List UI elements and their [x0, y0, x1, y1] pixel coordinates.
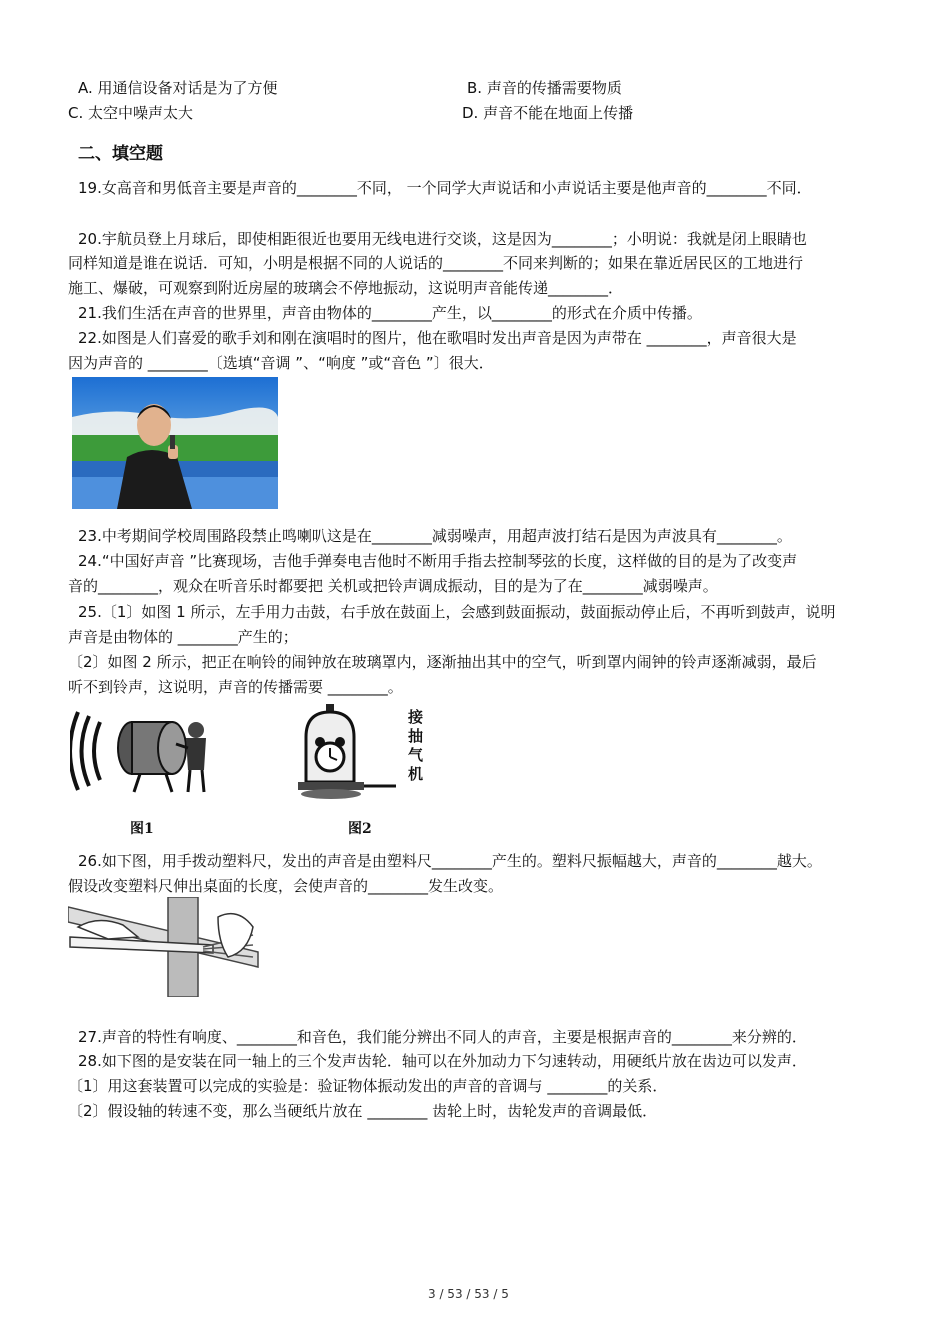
drum-figure [70, 708, 210, 794]
question-22-line-2: 因为声音的 ________〔选填“音调 ”、“响度 ”或“音色 ”〕很大． [68, 354, 494, 372]
figure-1-caption: 图1 [130, 821, 154, 837]
option-a: A. 用通信设备对话是为了方便 [78, 79, 278, 97]
question-19: 19.女高音和男低音主要是声音的________不同， 一个同学大声说话和小声说话主要是他声音的________不同． [78, 179, 812, 197]
ruler-figure [68, 897, 263, 997]
question-25-line-4: 听不到铃声，这说明，声音的传播需要 ________。 [68, 678, 403, 696]
pump-label-4: 机 [408, 765, 424, 783]
question-26-line-2: 假设改变塑料尺伸出桌面的长度，会使声音的________发生改变。 [68, 877, 504, 895]
bell-jar-figure [296, 702, 436, 802]
question-24-line-1: 24.“中国好声音 ”比赛现场，吉他手弹奏电吉他时不断用手指去控制琴弦的长度，这样做的目的是为了改变声 [78, 552, 798, 570]
question-23: 23.中考期间学校周围路段禁止鸣喇叭这是在________减弱噪声，用超声波打结石是因为声波具有________。 [78, 527, 792, 545]
pump-label-3: 气 [408, 746, 424, 764]
singer-photo [72, 377, 278, 509]
pump-label-2: 抽 [408, 727, 424, 745]
option-d: D. 声音不能在地面上传播 [462, 104, 634, 122]
question-28-line-1: 28.如下图的是安装在同一轴上的三个发声齿轮．轴可以在外加动力下匀速转动，用硬纸片放在齿边可以发声． [78, 1052, 807, 1070]
question-20-line-2: 同样知道是谁在说话．可知，小明是根据不同的人说话的________不同来判断的；如果在靠近居民区的工地进行 [68, 254, 804, 272]
question-25-line-2: 声音是由物体的 ________产生的； [68, 628, 298, 646]
question-25-line-1: 25.〔1〕如图 1 所示，左手用力击鼓，右手放在鼓面上，会感到鼓面振动，鼓面振动停止后，不再听到鼓声，说明 [78, 603, 836, 621]
option-c: C. 太空中噪声太大 [68, 104, 194, 122]
question-28-line-3: 〔2〕假设轴的转速不变，那么当硬纸片放在 ________ 齿轮上时，齿轮发声的音调最低． [68, 1102, 658, 1120]
question-22-line-1: 22.如图是人们喜爱的歌手刘和刚在演唱时的图片，他在歌唱时发出声音是因为声带在 ________，声音很大是 [78, 329, 797, 347]
question-24-line-2: 音的________，观众在听音乐时都要把 关机或把铃声调成振动，目的是为了在________减弱噪声。 [68, 577, 718, 595]
question-26-line-1: 26.如下图，用手拨动塑料尺，发出的声音是由塑料尺________产生的。塑料尺振幅越大，声音的________越大。 [78, 852, 822, 870]
question-21: 21.我们生活在声音的世界里，声音由物体的________产生，以________的形式在介质中传播。 [78, 304, 702, 322]
figure-2-caption: 图2 [348, 821, 372, 837]
question-20-line-3: 施工、爆破，可观察到附近房屋的玻璃会不停地振动，这说明声音能传递________． [68, 279, 624, 297]
question-28-line-2: 〔1〕用这套装置可以完成的实验是：验证物体振动发出的声音的音调与 ________的关系． [68, 1077, 668, 1095]
section-title: 二、填空题 [78, 144, 163, 164]
pump-label-1: 接 [408, 708, 424, 726]
page-number: 3 / 53 / 53 / 5 [428, 1287, 509, 1301]
question-27: 27.声音的特性有响度、________和音色，我们能分辨出不同人的声音，主要是根据声音的________来分辨的． [78, 1028, 807, 1046]
option-b: B. 声音的传播需要物质 [467, 79, 622, 97]
question-20-line-1: 20.宇航员登上月球后，即使相距很近也要用无线电进行交谈，这是因为________；小明说：我就是闭上眼睛也 [78, 230, 807, 248]
question-25-line-3: 〔2〕如图 2 所示，把正在响铃的闹钟放在玻璃罩内，逐渐抽出其中的空气，听到罩内闹钟的铃声逐渐减弱，最后 [68, 653, 817, 671]
